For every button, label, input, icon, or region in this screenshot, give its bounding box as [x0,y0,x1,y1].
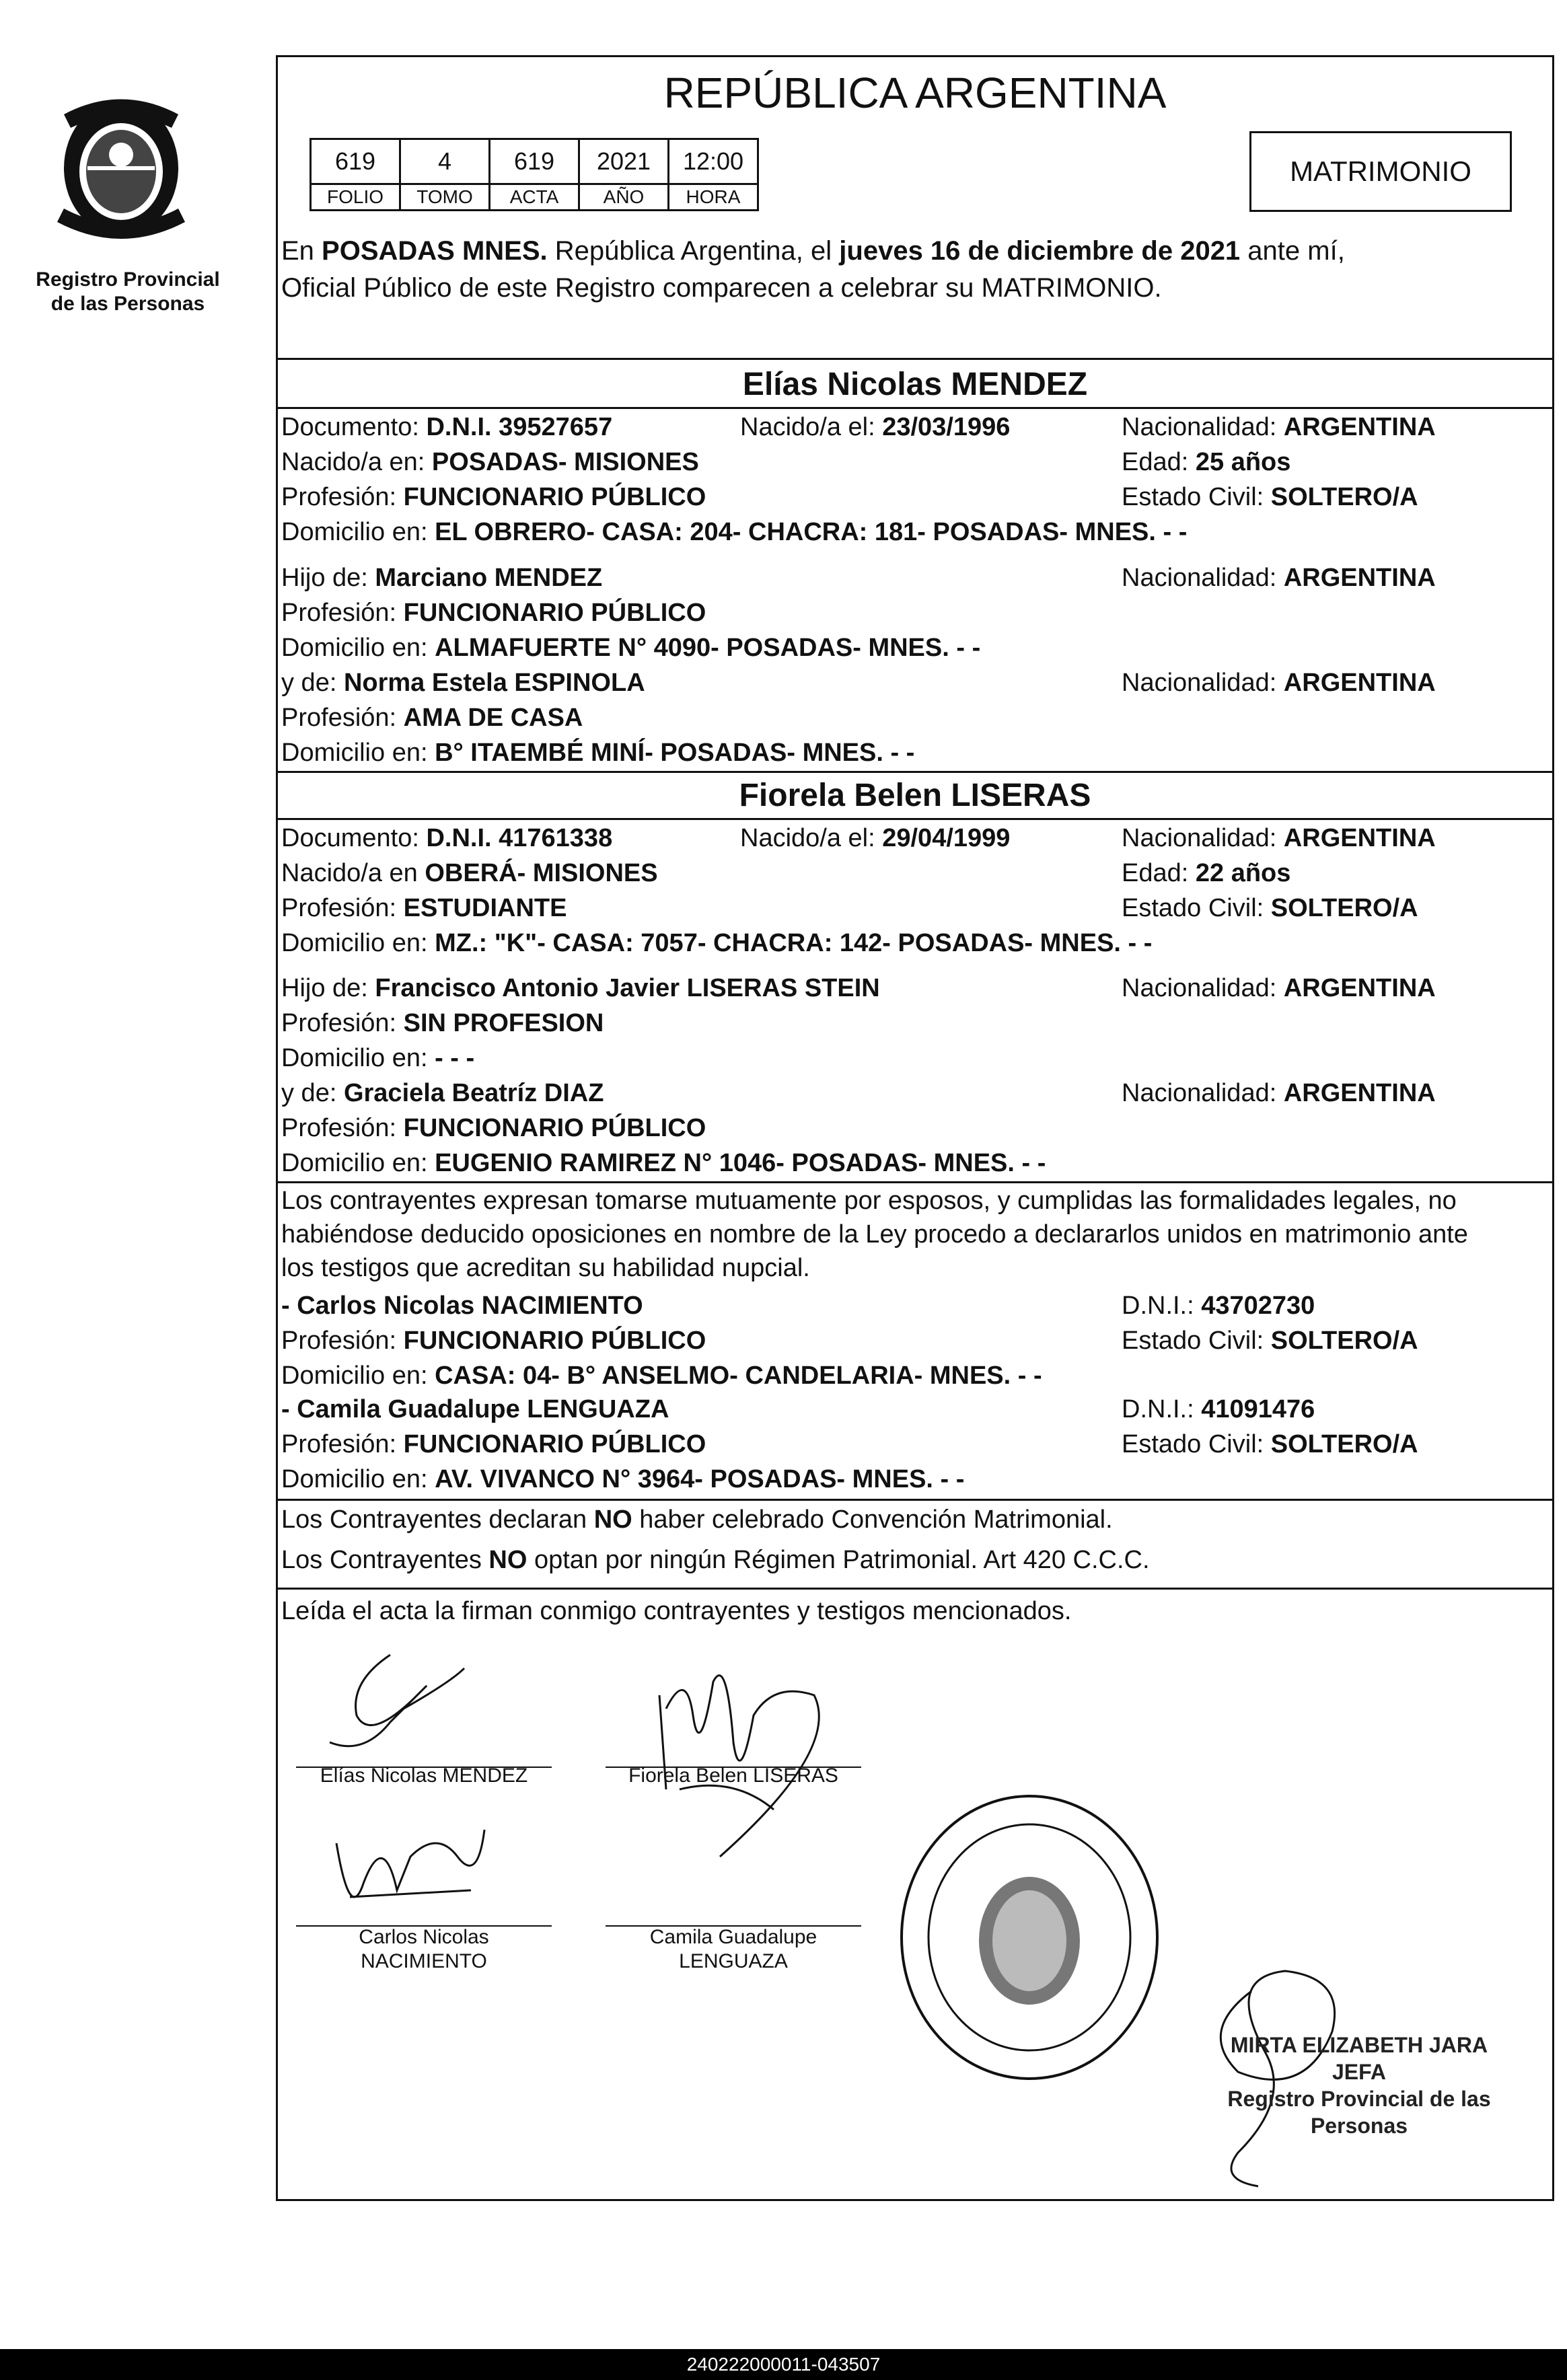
declaration-line-1: Los contrayentes expresan tomarse mutuamente por esposos, y cumplidas las formalidades legales, no [281,1187,1457,1215]
field-text: Profesión: [281,1114,404,1142]
field-text: 29/04/1999 [882,824,1011,852]
field-text: Domicilio en: [281,1044,435,1072]
bride-mother-address [281,1148,1046,1179]
witness1-address [281,1360,1042,1391]
groom-father [281,562,602,593]
divider [276,358,1554,360]
field-text: Estado Civil: [1122,1430,1271,1458]
field-text: y de: [281,669,344,697]
field-text: Edad: [1122,448,1196,476]
witness2-profession [281,1429,706,1460]
field-text: ALMAFUERTE N° 4090- POSADAS- MNES. - - [435,634,981,662]
groom-nationality [1122,412,1436,443]
field-text: ARGENTINA [1283,1079,1436,1107]
groom-document [281,412,612,443]
witness2-label-line1: Camila Guadalupe [649,1926,817,1948]
divider [276,1181,1554,1183]
tomo-label: TOMO [400,184,490,211]
field-text: Norma Estela ESPINOLA [343,669,645,697]
bride-father [281,973,880,1004]
field-text: Profesión: [281,1327,404,1355]
field-text: SOLTERO/A [1270,894,1418,922]
intro-line-1 [281,235,1345,266]
witness1-signature-label [289,1925,558,1974]
field-text: Domicilio en: [281,739,435,767]
witness1-label-line1: Carlos Nicolas [359,1926,489,1948]
year-value: 2021 [579,139,669,184]
witness1-label-line2: NACIMIENTO [361,1950,487,1972]
divider [276,1588,1554,1590]
field-text: EUGENIO RAMIREZ N° 1046- POSADAS- MNES. - - [435,1149,1046,1177]
field-text: ARGENTINA [1283,564,1436,592]
witness2-dni [1122,1394,1315,1425]
field-text: Profesión: [281,1430,404,1458]
field-text: 23/03/1996 [882,413,1011,441]
field-text: SOLTERO/A [1270,1430,1418,1458]
field-text: D.N.I. 39527657 [426,413,613,441]
official-name: MIRTA ELIZABETH JARA [1230,2033,1488,2057]
bride-signature-icon [639,1655,854,1863]
official-stamp [1204,2032,1514,2139]
field-text: Edad: [1122,859,1196,887]
field-text: Nacionalidad: [1122,669,1284,697]
bride-name: Fiorela Belen LISERAS [739,778,1091,813]
field-text: ARGENTINA [1283,824,1436,852]
field-text: Nacionalidad: [1122,564,1284,592]
witness2-address [281,1464,964,1495]
groom-age [1122,447,1290,478]
field-text: FUNCIONARIO PÚBLICO [403,599,706,627]
witness1-civil-status [1122,1325,1418,1356]
intro-date: jueves 16 de diciembre de 2021 [839,236,1241,266]
bride-birthplace [281,858,658,889]
field-text: SOLTERO/A [1270,1327,1418,1355]
field-text: Domicilio en: [281,634,435,662]
divider [276,1499,1554,1501]
groom-mother-nationality [1122,667,1436,698]
acta-label: ACTA [490,184,579,211]
field-text: D.N.I. 41761338 [426,824,613,852]
official-office: Registro Provincial de las Personas [1227,2087,1491,2138]
groom-name: Elías Nicolas MENDEZ [742,367,1088,402]
official-role: JEFA [1332,2060,1387,2084]
logo-caption-line1: Registro Provincial [36,268,220,291]
field-text: optan por ningún Régimen Patrimonial. Art 420 C.C.C. [527,1546,1150,1574]
bride-father-profession [281,1008,604,1039]
acta-value: 619 [490,139,579,184]
field-text: NO [593,1505,632,1534]
field-text: Documento: [281,824,427,852]
divider [276,771,1554,773]
field-text: D.N.I.: [1122,1292,1202,1320]
field-text: Marciano MENDEZ [375,564,603,592]
field-text: FUNCIONARIO PÚBLICO [403,483,706,511]
divider [276,818,1554,820]
field-text: Nacionalidad: [1122,1079,1284,1107]
intro-text: ante mí, [1240,236,1345,266]
folio-label: FOLIO [311,184,400,211]
closing-text: Leída el acta la firman conmigo contrayentes y testigos mencionados. [281,1597,1072,1625]
field-text: AMA DE CASA [403,704,583,732]
intro-text: República Argentina, el [547,236,840,266]
field-text: Nacionalidad: [1122,974,1284,1002]
footer-code: 240222000011-043507 [686,2354,881,2375]
coat-of-arms-icon [40,87,202,262]
field-text: Documento: [281,413,427,441]
declaration-line-2: habiéndose deducido oposiciones en nombre de la Ley procedo a declararlos unidos en matrimonio ante [281,1220,1468,1249]
bride-civil-status [1122,893,1418,924]
groom-signature-icon [309,1641,484,1769]
witness2-signature-label [599,1925,868,1974]
field-text: 22 años [1195,859,1291,887]
field-text: SIN PROFESION [403,1009,604,1037]
divider [276,407,1554,409]
declaration-line-3: los testigos que acreditan su habilidad nupcial. [281,1254,810,1282]
field-text: D.N.I.: [1122,1395,1202,1423]
field-text: ARGENTINA [1283,669,1436,697]
field-text: haber celebrado Convención Matrimonial. [632,1505,1113,1534]
witness1-profession [281,1325,706,1356]
field-text: ARGENTINA [1283,413,1436,441]
bride-document [281,823,612,854]
hour-label: HORA [669,184,758,211]
field-text: Nacido/a en: [281,448,432,476]
groom-birthplace [281,447,699,478]
bride-signature-label: Fiorela Belen LISERAS [628,1764,838,1787]
groom-father-address [281,632,980,663]
year-label: AÑO [579,184,669,211]
field-text: Domicilio en: [281,1149,435,1177]
field-text: 43702730 [1201,1292,1315,1320]
act-type-box [1249,131,1512,212]
field-text: EL OBRERO- CASA: 204- CHACRA: 181- POSADAS- MNES. - - [435,518,1188,546]
field-text: OBERÁ- MISIONES [425,859,658,887]
field-text: Hijo de: [281,974,375,1002]
country-title: REPÚBLICA ARGENTINA [663,69,1167,117]
field-text: Domicilio en: [281,1362,435,1390]
field-text: Graciela Beatríz DIAZ [343,1079,604,1107]
logo-caption [27,268,229,316]
field-text: 25 años [1195,448,1291,476]
folio-value: 619 [311,139,400,184]
witness1-signature-icon [323,1816,505,1924]
field-text: FUNCIONARIO PÚBLICO [403,1430,706,1458]
field-text: y de: [281,1079,344,1107]
groom-birthdate [740,412,1010,443]
bride-mother-profession [281,1113,706,1144]
field-text: Nacido/a el: [740,413,883,441]
witness2-name: - Camila Guadalupe LENGUAZA [281,1395,669,1423]
field-text: Profesión: [281,704,404,732]
bride-father-nationality [1122,973,1436,1004]
groom-profession [281,482,706,513]
field-text: Nacido/a en [281,859,425,887]
groom-mother-address [281,737,914,768]
field-text: Profesión: [281,894,404,922]
bride-profession [281,893,567,924]
bride-age [1122,858,1290,889]
province-logo [40,87,202,262]
field-text: FUNCIONARIO PÚBLICO [403,1114,706,1142]
groom-address [281,517,1187,548]
groom-civil-status [1122,482,1418,513]
witness2-label-line2: LENGUAZA [679,1950,788,1972]
field-text: FUNCIONARIO PÚBLICO [403,1327,706,1355]
field-text: B° ITAEMBÉ MINÍ- POSADAS- MNES. - - [435,739,915,767]
field-text: Profesión: [281,483,404,511]
witness2-civil-status [1122,1429,1418,1460]
field-text: Domicilio en: [281,929,435,957]
footer-bar [0,2349,1567,2380]
field-text: Nacionalidad: [1122,413,1284,441]
field-text: Domicilio en: [281,1465,435,1493]
groom-mother [281,667,645,698]
field-text: Los Contrayentes [281,1546,489,1574]
field-text: Nacido/a el: [740,824,883,852]
intro-line-2: Oficial Público de este Registro comparecen a celebrar su MATRIMONIO. [281,273,1162,303]
witness1-dni [1122,1290,1315,1321]
field-text: Estado Civil: [1122,894,1271,922]
groom-father-nationality [1122,562,1436,593]
hour-value: 12:00 [669,139,758,184]
registry-seal-icon [895,1789,1164,2085]
field-text: Profesión: [281,599,404,627]
field-text: Estado Civil: [1122,1327,1271,1355]
convention-line-2 [281,1545,1150,1575]
registry-table [309,138,759,211]
field-text: Los Contrayentes declaran [281,1505,594,1534]
groom-signature-label: Elías Nicolas MENDEZ [320,1764,528,1787]
field-text: - - - [435,1044,475,1072]
field-text: Hijo de: [281,564,375,592]
field-text: SOLTERO/A [1270,483,1418,511]
witness1-name: - Carlos Nicolas NACIMIENTO [281,1292,643,1320]
field-text: MZ.: "K"- CASA: 7057- CHACRA: 142- POSADAS- MNES. - - [435,929,1153,957]
act-type: MATRIMONIO [1290,155,1471,187]
field-text: POSADAS- MISIONES [431,448,699,476]
bride-father-address [281,1043,474,1074]
groom-mother-profession [281,702,583,733]
bride-address [281,928,1152,959]
field-text: Estado Civil: [1122,483,1271,511]
tomo-value: 4 [400,139,490,184]
groom-father-profession [281,597,706,628]
convention-line-1 [281,1504,1113,1535]
logo-caption-line2: de las Personas [50,293,205,315]
bride-nationality [1122,823,1436,854]
field-text: AV. VIVANCO N° 3964- POSADAS- MNES. - - [435,1465,965,1493]
field-text: Profesión: [281,1009,404,1037]
intro-city: POSADAS MNES. [322,236,548,266]
field-text: Francisco Antonio Javier LISERAS STEIN [375,974,880,1002]
field-text: Domicilio en: [281,518,435,546]
field-text: 41091476 [1201,1395,1315,1423]
field-text: ESTUDIANTE [403,894,567,922]
intro-text: En [281,236,322,266]
field-text: Nacionalidad: [1122,824,1284,852]
field-text: CASA: 04- B° ANSELMO- CANDELARIA- MNES. - - [435,1362,1042,1390]
bride-mother [281,1078,604,1109]
field-text: ARGENTINA [1283,974,1436,1002]
field-text: NO [488,1546,527,1574]
bride-mother-nationality [1122,1078,1436,1109]
bride-birthdate [740,823,1010,854]
